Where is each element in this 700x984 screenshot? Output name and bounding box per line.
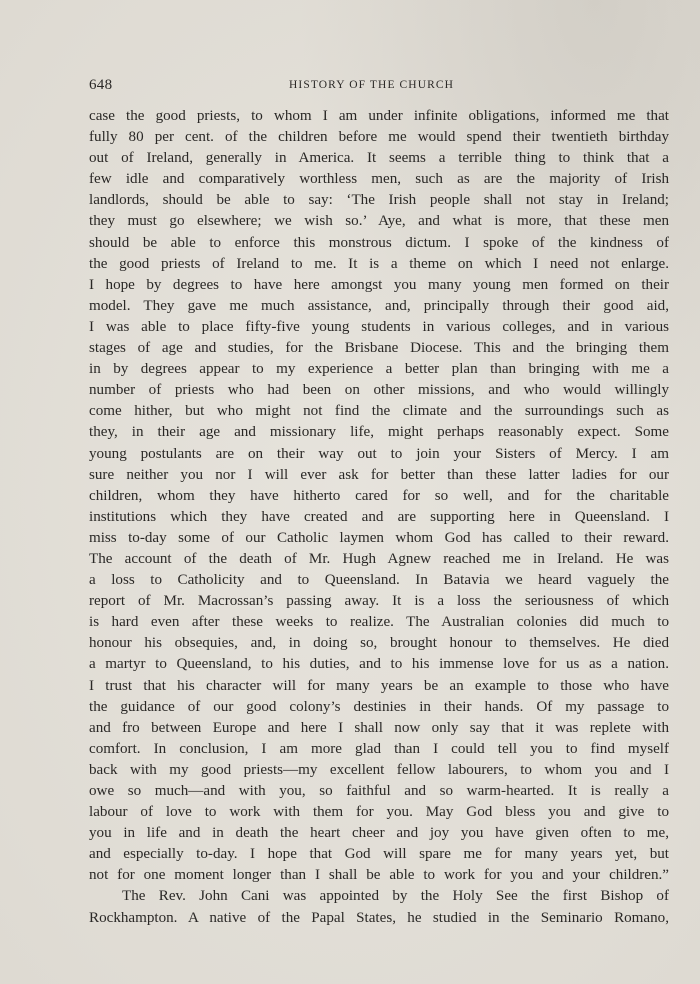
text-line: and especially to-day. I hope that God will spare me for many years yet, but bbox=[89, 846, 669, 863]
text-line: labour of love to work with them for you. May God bless you and give to bbox=[89, 804, 669, 821]
text-line: out of Ireland, generally in America. It seems a terrible thing to think that a bbox=[89, 150, 669, 167]
text-line: landlords, should be able to say: ‘The Irish people shall not stay in Ireland; bbox=[89, 192, 669, 209]
text-line: back with my good priests—my excellent fellow labourers, to whom you and I bbox=[89, 761, 669, 778]
page-number: 648 bbox=[89, 77, 113, 93]
text-line: stages of age and studies, for the Brisbane Diocese. This and the bringing them bbox=[89, 340, 669, 357]
running-head bbox=[89, 77, 669, 97]
text-line: I was able to place fifty-five young students in various colleges, and in various bbox=[89, 318, 669, 335]
text-line: honour his obsequies, and, in doing so, brought honour to themselves. He died bbox=[89, 635, 669, 652]
text-line: and fro between Europe and here I shall now only say that it was replete with bbox=[89, 719, 669, 736]
text-line: should be able to enforce this monstrous dictum. I spoke of the kindness of bbox=[89, 234, 669, 251]
text-line: they, in their age and missionary life, might perhaps reasonably expect. Some bbox=[89, 424, 669, 441]
text-line: comfort. In conclusion, I am more glad than I could tell you to find myself bbox=[89, 740, 669, 757]
text-line: is hard even after these weeks to realize. The Australian colonies did much to bbox=[89, 614, 669, 631]
text-line: The account of the death of Mr. Hugh Agnew reached me in Ireland. He was bbox=[89, 550, 669, 567]
text-line: sure neither you nor I will ever ask for better than these latter ladies for our bbox=[89, 466, 669, 483]
text-line: few idle and comparatively worthless men, such as are the majority of Irish bbox=[89, 171, 669, 188]
text-line: they must go elsewhere; we wish so.’ Aye, and what is more, that these men bbox=[89, 213, 669, 230]
text-line: the good priests of Ireland to me. It is a theme on which I need not enlarge. bbox=[89, 255, 669, 272]
text-line: the guidance of our good colony’s destinies in their hands. Of my passage to bbox=[89, 698, 669, 715]
text-line: institutions which they have created and are supporting here in Queensland. I bbox=[89, 508, 669, 525]
text-line: The Rev. John Cani was appointed by the Holy See the first Bishop of bbox=[122, 888, 669, 905]
text-line: come hither, but who might not find the climate and the surroundings such as bbox=[89, 403, 669, 420]
text-line: a loss to Catholicity and to Queensland. In Batavia we heard vaguely the bbox=[89, 572, 669, 589]
text-line: number of priests who had been on other missions, and who would willingly bbox=[89, 382, 669, 399]
text-line: Rockhampton. A native of the Papal States, he studied in the Seminario Romano, bbox=[89, 909, 669, 926]
text-line: children, whom they have hitherto cared for so well, and for the charitable bbox=[89, 487, 669, 504]
text-line: a martyr to Queensland, to his duties, and to his immense love for us as a nation. bbox=[89, 656, 669, 673]
text-line: you in life and in death the heart cheer and joy you have given often to me, bbox=[89, 825, 669, 842]
text-line: fully 80 per cent. of the children before me would spend their twentieth birthday bbox=[89, 129, 669, 146]
text-line: in by degrees appear to my experience a better plan than bringing with me a bbox=[89, 361, 669, 378]
running-title: HISTORY OF THE CHURCH bbox=[289, 79, 455, 91]
text-line: not for one moment longer than I shall be able to work for you and your children.” bbox=[89, 867, 669, 884]
text-line: I trust that his character will for many years be an example to those who have bbox=[89, 677, 669, 694]
text-line: young postulants are on their way out to join your Sisters of Mercy. I am bbox=[89, 445, 669, 462]
text-line: case the good priests, to whom I am under infinite obligations, informed me that bbox=[89, 108, 669, 124]
text-line: model. They gave me much assistance, and, principally through their good aid, bbox=[89, 297, 669, 314]
text-line: I hope by degrees to have here amongst you many young men formed on their bbox=[89, 276, 669, 293]
text-line: report of Mr. Macrossan’s passing away. It is a loss the seriousness of which bbox=[89, 593, 669, 610]
body-text bbox=[89, 106, 669, 929]
text-line: owe so much—and with you, so faithful and so warm-hearted. It is really a bbox=[89, 783, 669, 799]
text-line: miss to-day some of our Catholic laymen whom God has called to their reward. bbox=[89, 529, 669, 546]
